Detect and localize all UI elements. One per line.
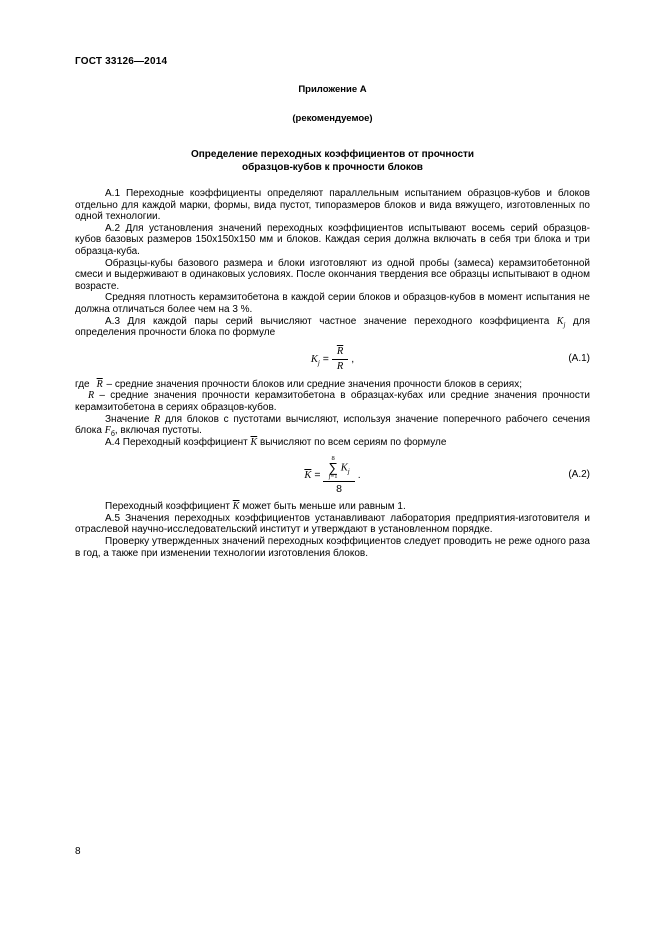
formula-a1-number: (А.1) [568,352,590,364]
paragraph-k-note [75,501,590,513]
paragraph-a3-text1: А.3 Для каждой пары серий вычисляют частное значение переходного коэффициента [105,315,557,327]
page-number: 8 [75,846,81,857]
document-body [75,188,590,559]
paragraph-a5: А.5 Значения переходных коэффициентов устанавливают лаборатория предприятия-изготовителя и отраслевой научно-исследовательский институт и утверждают в установленном порядке. [75,512,590,536]
paragraph-a2-cubes: Образцы-кубы базового размера и блоки изготовляют из одной пробы (замеса) керамзитобетонной смеси и выдерживают в одинаковых условиях. После окончания твердения все образцы испытывают в одном возрасте. [75,257,590,292]
paragraph-a4-text2: вычисляют по всем сериям по формуле [257,436,447,448]
paragraph-where-r [75,390,590,413]
section-title [75,148,590,174]
k-j-subscript: j [563,320,566,329]
formula-a2-expression [304,455,361,496]
fraction [332,346,348,373]
sum-upper-limit: 8 [331,455,335,463]
k-bar-symbol: $\overline{K}$ [250,436,258,448]
where-word: где [75,378,90,390]
summation-sign [328,455,337,480]
document-header: ГОСТ 33126—2014 [75,56,168,67]
formula-a2 [75,448,590,501]
k-bar-lhs-symbol: $\overline{K}$ [304,470,312,482]
k-note-text1: Переходный коэффициент [105,501,233,513]
k-bar-note-symbol: $\overline{K}$ [232,501,240,513]
equals-sign: = [322,353,329,365]
r-symbol: R [88,390,95,402]
formula-punctuation: , [351,353,355,365]
fraction [323,455,354,495]
k-term-subscript: j [347,467,350,476]
paragraph-a4 [75,437,590,449]
where-r-text: – средние значения прочности керамзитобетона в образцах-кубах или средние значения прочности керамзитобетона в сериях образцов-кубов. [75,390,590,413]
k-note-text2: может быть меньше или равным 1. [239,501,406,513]
appendix-sublabel: (рекомендуемое) [292,112,373,124]
fraction-denominator: R [336,360,344,372]
formula-a1 [75,339,590,379]
sigma-symbol: ∑ [328,460,338,476]
r-note-text3: , включая пустоты. [114,425,202,437]
formula-punctuation: . [357,469,361,482]
k-term-symbol: K [340,462,348,474]
paragraph-a2: А.2 Для установления значений переходных коэффициентов испытывают восемь серий образцов-кубов базовых размеров 150х150х150 мм и блоков. Каждая серия должна включать в себя три блока и три образца-куба. [75,222,590,257]
k-j-symbol: K [556,315,564,327]
sum-lower-limit: j=1 [328,473,338,481]
section-title-line2: образцов-кубов к прочности блоков [242,162,423,173]
paragraph-a4-text1: А.4 Переходный коэффициент [105,436,251,448]
section-title-line1: Определение переходных коэффициентов от прочности [190,149,475,160]
r-note-text2: для блоков с пустотами вычисляют, используя значение поперечного рабочего сечения блока [75,413,591,437]
r-note-symbol: R [154,413,161,425]
k-subscript: j [317,359,320,368]
r-note-text1: Значение [105,413,155,425]
fraction-numerator: $\overline{R}$ [332,346,348,360]
k-symbol: K [310,354,318,365]
paragraph-r-note [75,414,590,437]
appendix-label: Приложение А [298,84,367,95]
f-subscript: б [110,431,115,439]
f-symbol: F [104,425,111,437]
where-r-bar-text: – средние значения прочности блоков или средние значения прочности блоков в сериях; [103,378,522,390]
paragraph-a1: А.1 Переходные коэффициенты определяют параллельным испытанием образцов-кубов и блоков отдельно для каждой марки, формы, вида пустот, типоразмеров блоков и вида вяжущего, изготовленных по одной технологии. [75,188,590,223]
paragraph-where-r-bar [75,379,590,391]
paragraph-a2-density: Средняя плотность керамзитобетона в каждой серии блоков и образцов-кубов в момент испытания не должна отличаться более чем на 3 %. [75,292,590,315]
r-bar-symbol: $\overline{R}$ [96,378,103,390]
formula-a2-number: (А.2) [568,468,590,480]
paragraph-a3-text2: для определения прочности блока по формуле [75,315,590,339]
fraction-numerator [323,455,354,482]
formula-a1-expression [310,345,355,372]
paragraph-a3 [75,316,590,339]
equals-sign: = [314,469,321,482]
paragraph-a5-check: Проверку утвержденных значений переходных коэффициентов следует проводить не реже одного раза в год, а также при изменении технологии изготовления блоков. [75,536,590,559]
fraction-denominator: 8 [336,483,342,496]
